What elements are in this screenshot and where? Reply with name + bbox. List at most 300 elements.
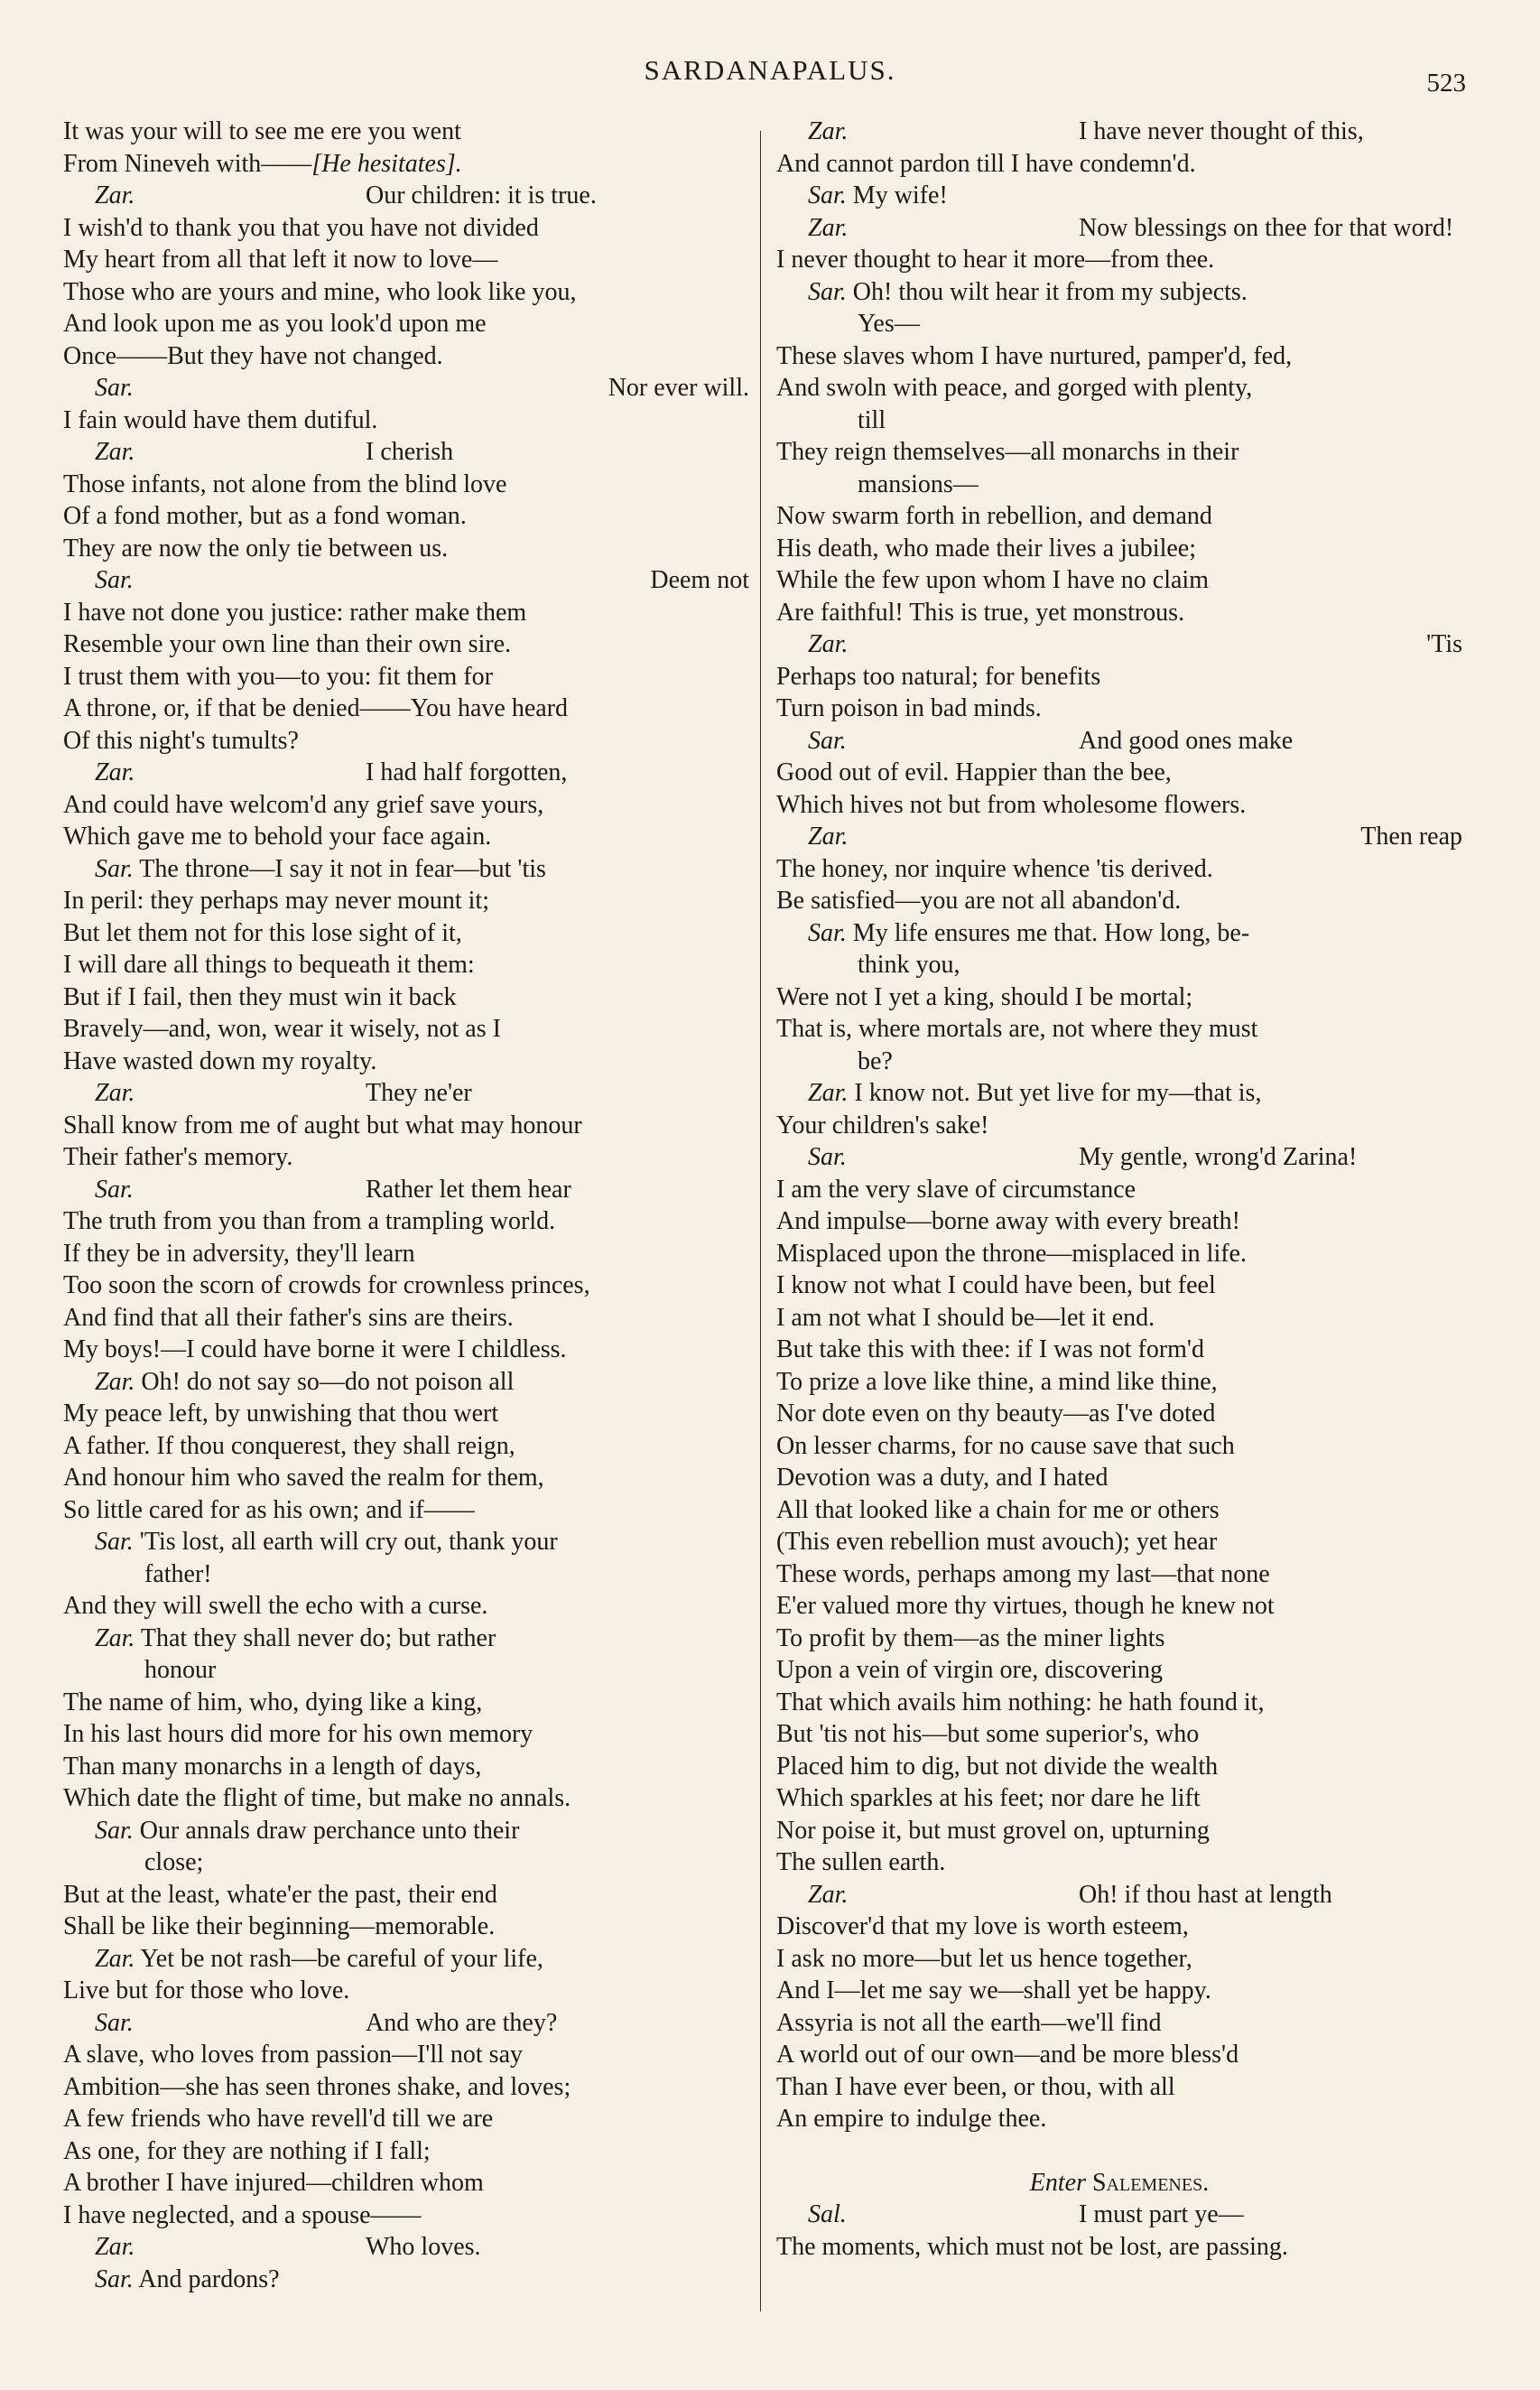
- verse-text: But at the least, whate'er the past, their end: [63, 1880, 497, 1909]
- verse-line: [63, 469, 749, 501]
- verse-line: [63, 276, 749, 309]
- verse-text: My heart from all that left it now to love—: [63, 246, 498, 274]
- verse-line: [776, 1334, 1462, 1366]
- verse-line: [776, 1174, 1462, 1206]
- verse-text: I trust them with you—to you: fit them for: [63, 662, 493, 691]
- verse-line: [63, 1590, 749, 1623]
- verse-text: Deem not: [650, 566, 749, 594]
- speech-line: [63, 1366, 749, 1399]
- verse-line: [776, 2103, 1462, 2135]
- speaker-name: Zar.: [808, 630, 849, 658]
- verse-line: [776, 500, 1462, 533]
- verse-line: [776, 1558, 1462, 1591]
- verse-text: But let them not for this lose sight of it,: [63, 918, 462, 947]
- verse-text: They are now the only tie between us.: [63, 534, 449, 563]
- verse-line: [776, 1590, 1462, 1623]
- speaker-name: Zar.: [95, 1623, 135, 1652]
- verse-text: All that looked like a chain for me or others: [776, 1495, 1220, 1524]
- speech-line: [63, 1077, 749, 1110]
- verse-line: [776, 597, 1462, 629]
- verse-text: Our annals draw perchance unto their: [139, 1816, 520, 1845]
- verse-line: [63, 1046, 749, 1078]
- verse-continuation: [63, 1558, 749, 1591]
- verse-line: [63, 2167, 749, 2199]
- verse-line: [63, 2135, 749, 2168]
- verse-line: [776, 1302, 1462, 1334]
- verse-text: A slave, who loves from passion—I'll not say: [63, 2041, 523, 2069]
- verse-text: I had half forgotten,: [366, 758, 568, 786]
- verse-line: [63, 661, 749, 693]
- verse-text: Than many monarchs in a length of days,: [63, 1752, 482, 1781]
- verse-text: Nor dote even on thy beauty—as I've doted: [776, 1400, 1216, 1427]
- verse-line: [63, 212, 749, 245]
- speech-line: [63, 564, 749, 597]
- verse-line: [63, 1141, 749, 1174]
- verse-text: And cannot pardon till I have condemn'd.: [776, 149, 1196, 178]
- verse-text: As one, for they are nothing if I fall;: [63, 2136, 431, 2165]
- verse-text: Be satisfied—you are not all abandon'd.: [776, 887, 1182, 915]
- verse-text: Our children: it is true.: [366, 181, 597, 209]
- speaker-name: Sar.: [95, 374, 134, 402]
- verse-line: [63, 917, 749, 950]
- verse-text: Who loves.: [366, 2233, 481, 2261]
- speaker-name: Sar.: [95, 1816, 134, 1845]
- verse-text: I know not what I could have been, but feel: [776, 1271, 1216, 1299]
- verse-text: till: [858, 405, 886, 434]
- speech-line: [776, 628, 1462, 661]
- verse-text: Which sparkles at his feet; nor dare he lift: [776, 1784, 1201, 1812]
- verse-text: And pardons?: [138, 2264, 280, 2293]
- verse-text: A throne, or, if that be denied——You have heard: [63, 694, 569, 722]
- verse-text: I never thought to hear it more—from thee.: [776, 246, 1215, 274]
- verse-continuation: [63, 1654, 749, 1687]
- verse-text: My wife!: [852, 181, 948, 209]
- verse-text: Which hives not but from wholesome flowers.: [776, 790, 1247, 819]
- verse-text: Shall know from me of aught but what may honour: [63, 1111, 582, 1139]
- verse-line: [776, 1462, 1462, 1494]
- verse-text: Live but for those who love.: [63, 1976, 350, 2004]
- verse-line: [63, 1398, 749, 1430]
- verse-text: And impulse—borne away with every breath!: [776, 1207, 1240, 1235]
- verse-text: To prize a love like thine, a mind like thine,: [776, 1367, 1218, 1396]
- speech-line: [63, 180, 749, 212]
- speaker-name: Sar.: [95, 1175, 134, 1204]
- verse-line: [63, 1110, 749, 1142]
- verse-text: My boys!—I could have borne it were I childless.: [63, 1335, 567, 1363]
- verse-line: [776, 2231, 1462, 2264]
- verse-line: [776, 1366, 1462, 1399]
- verse-text: I am the very slave of circumstance: [776, 1175, 1136, 1204]
- verse-text: The name of him, who, dying like a king,: [63, 1688, 483, 1716]
- verse-text: Once——But they have not changed.: [63, 341, 443, 370]
- verse-line: [776, 1430, 1462, 1463]
- speaker-name: Zar.: [95, 1079, 135, 1107]
- verse-text: His death, who made their lives a jubilee;: [776, 534, 1196, 563]
- verse-line: [63, 308, 749, 340]
- verse-line: [776, 1751, 1462, 1783]
- column-divider: [760, 131, 761, 2311]
- verse-continuation: [776, 949, 1462, 981]
- speech-line: [776, 2199, 1462, 2231]
- verse-text: Than I have ever been, or thou, with all: [776, 2072, 1175, 2101]
- verse-line: [776, 1815, 1462, 1847]
- verse-text: While the few upon whom I have no claim: [776, 566, 1209, 594]
- speaker-name: Zar.: [808, 1079, 849, 1107]
- verse-line: [63, 1462, 749, 1494]
- verse-text: And I—let me say we—shall yet be happy.: [776, 1976, 1211, 2004]
- verse-line: [63, 500, 749, 533]
- verse-text: I have never thought of this,: [1079, 117, 1364, 145]
- page-header: [0, 43, 1540, 98]
- verse-text: Are faithful! This is true, yet monstrous.: [776, 598, 1185, 627]
- verse-text: My gentle, wrong'd Zarina!: [1079, 1143, 1358, 1171]
- verse-text: 'Tis: [1426, 630, 1462, 658]
- verse-text: Yet be not rash—be careful of your life,: [140, 1944, 543, 1973]
- verse-continuation: [776, 1046, 1462, 1078]
- verse-text: The truth from you than from a trampling world.: [63, 1207, 556, 1235]
- speaker-name: Zar.: [95, 181, 135, 209]
- verse-text: Now blessings on thee for that word!: [1079, 213, 1454, 242]
- speech-line: [63, 2231, 749, 2264]
- verse-line: [776, 372, 1462, 405]
- speaker-name: Sal.: [808, 2200, 847, 2228]
- verse-text: Yes—: [858, 310, 920, 338]
- verse-line: [63, 789, 749, 822]
- verse-text: Now swarm forth in rebellion, and demand: [776, 502, 1212, 530]
- verse-text: So little cared for as his own; and if——: [63, 1495, 475, 1524]
- speech-line: [63, 436, 749, 469]
- verse-text: It was your will to see me ere you went: [63, 117, 461, 145]
- speech-line: [63, 757, 749, 789]
- verse-text: If they be in adversity, they'll learn: [63, 1239, 415, 1268]
- verse-line: [776, 853, 1462, 886]
- verse-text: I have neglected, and a spouse——: [63, 2200, 422, 2229]
- verse-line: [63, 1302, 749, 1334]
- verse-text: Which gave me to behold your face again.: [63, 823, 492, 851]
- verse-text: Upon a vein of virgin ore, discovering: [776, 1656, 1163, 1684]
- verse-line: [776, 533, 1462, 565]
- speaker-name: Sar.: [808, 277, 847, 306]
- speech-line: [776, 276, 1462, 309]
- verse-text: honour: [144, 1656, 217, 1684]
- verse-text: father!: [144, 1559, 212, 1588]
- verse-text: The sullen earth.: [776, 1848, 946, 1876]
- verse-line: [776, 693, 1462, 725]
- verse-text: Good out of evil. Happier than the bee,: [776, 758, 1172, 786]
- verse-text: I must part ye—: [1079, 2200, 1244, 2228]
- verse-line: [63, 1494, 749, 1527]
- verse-text: Devotion was a duty, and I hated: [776, 1464, 1109, 1492]
- verse-text: Assyria is not all the earth—we'll find: [776, 2008, 1162, 2037]
- verse-text: Placed him to dig, but not divide the wealth: [776, 1752, 1219, 1781]
- speaker-name: Zar.: [95, 2233, 135, 2261]
- verse-text: These words, perhaps among my last—that none: [776, 1559, 1270, 1588]
- verse-text: Discover'd that my love is worth esteem,: [776, 1912, 1189, 1940]
- verse-text: Too soon the scorn of crowds for crownless princes,: [63, 1271, 590, 1299]
- page-number: 523: [1426, 69, 1466, 98]
- verse-line: [63, 1205, 749, 1238]
- verse-line: [776, 2039, 1462, 2071]
- verse-line: [776, 2071, 1462, 2104]
- verse-line: [63, 1430, 749, 1463]
- verse-line: [776, 981, 1462, 1014]
- verse-text: I ask no more—but let us hence together,: [776, 1944, 1192, 1973]
- verse-line: [63, 1238, 749, 1270]
- speech-line: [776, 116, 1462, 148]
- verse-text: In peril: they perhaps may never mount it;: [63, 887, 489, 915]
- verse-text: That they shall never do; but rather: [140, 1623, 496, 1652]
- verse-line: [776, 1975, 1462, 2007]
- character-name: Salemenes.: [1091, 2168, 1210, 2197]
- verse-line: [63, 1334, 749, 1366]
- verse-line: [63, 981, 749, 1014]
- verse-text: Have wasted down my royalty.: [63, 1046, 377, 1075]
- verse-text: Their father's memory.: [63, 1143, 293, 1171]
- speech-line: [776, 725, 1462, 758]
- speaker-name: Sar.: [95, 566, 134, 594]
- verse-line: [63, 949, 749, 981]
- verse-line: [63, 405, 749, 437]
- verse-line: [776, 1846, 1462, 1879]
- verse-continuation: [776, 469, 1462, 501]
- verse-line: [776, 1398, 1462, 1430]
- verse-text: And find that all their father's sins are theirs.: [63, 1303, 514, 1332]
- verse-line: [63, 2103, 749, 2135]
- verse-line: [63, 1911, 749, 1943]
- verse-text: I cherish: [366, 438, 454, 466]
- speaker-name: Zar.: [95, 758, 135, 786]
- verse-text: They reign themselves—all monarchs in their: [776, 438, 1239, 466]
- speech-line: [63, 1943, 749, 1976]
- verse-line: [63, 1718, 749, 1751]
- speech-line: [776, 1879, 1462, 1911]
- verse-line: [776, 885, 1462, 917]
- verse-text: To profit by them—as the miner lights: [776, 1623, 1165, 1652]
- blank-line: [776, 2135, 1462, 2167]
- verse-line: [63, 628, 749, 661]
- verse-text: Ambition—she has seen thrones shake, and loves;: [63, 2072, 571, 2101]
- right-column: [776, 116, 1462, 2263]
- verse-text: Resemble your own line than their own sire.: [63, 630, 512, 658]
- verse-line: [63, 693, 749, 725]
- verse-line: [776, 1205, 1462, 1238]
- verse-text: A brother I have injured—children whom: [63, 2169, 484, 2197]
- speaker-name: Zar.: [808, 117, 849, 145]
- verse-text: The moments, which must not be lost, are passing.: [776, 2232, 1288, 2261]
- verse-line: [63, 725, 749, 758]
- speech-line: [63, 853, 749, 886]
- verse-line: [776, 1238, 1462, 1270]
- verse-line: [63, 340, 749, 373]
- speech-line: [63, 1623, 749, 1655]
- speaker-name: Sar.: [808, 181, 847, 209]
- verse-text: From Nineveh with——: [63, 149, 312, 178]
- verse-line: [63, 533, 749, 565]
- speaker-name: Zar.: [95, 1944, 135, 1973]
- speaker-name: Zar.: [808, 823, 849, 851]
- left-column: [63, 116, 749, 2295]
- verse-continuation: [63, 1846, 749, 1879]
- speaker-name: Zar.: [808, 213, 849, 242]
- verse-line: [776, 1526, 1462, 1558]
- verse-text: Oh! thou wilt hear it from my subjects.: [852, 277, 1248, 306]
- verse-text: Bravely—and, won, wear it wisely, not as I: [63, 1015, 501, 1043]
- verse-text: Oh! if thou hast at length: [1079, 1880, 1332, 1909]
- verse-text: The honey, nor inquire whence 'tis derived.: [776, 854, 1213, 883]
- verse-line: [63, 1751, 749, 1783]
- verse-text: mansions—: [858, 470, 979, 498]
- stage-direction-line: [776, 2167, 1462, 2199]
- verse-text: Nor poise it, but must grovel on, upturning: [776, 1816, 1210, 1845]
- verse-text: think you,: [858, 951, 960, 979]
- speaker-name: Sar.: [808, 1143, 847, 1171]
- speech-line: [63, 372, 749, 405]
- verse-text: And good ones make: [1079, 726, 1294, 755]
- verse-text: And they will swell the echo with a curse.: [63, 1592, 488, 1620]
- verse-text: Shall be like their beginning—memorable.: [63, 1912, 496, 1940]
- verse-text: And swoln with peace, and gorged with plenty,: [776, 374, 1253, 402]
- verse-text: They ne'er: [366, 1079, 472, 1107]
- verse-text: But take this with thee: if I was not form'd: [776, 1335, 1204, 1363]
- verse-text: But if I fail, then they must win it back: [63, 982, 457, 1011]
- verse-line: [776, 244, 1462, 276]
- verse-line: [63, 1782, 749, 1815]
- verse-line: [776, 564, 1462, 597]
- speaker-name: Sar.: [95, 2264, 134, 2293]
- speech-line: [776, 1077, 1462, 1110]
- verse-line: [776, 1110, 1462, 1142]
- verse-text: And honour him who saved the realm for them,: [63, 1464, 544, 1492]
- verse-text: Misplaced upon the throne—misplaced in life.: [776, 1239, 1247, 1268]
- verse-text: Perhaps too natural; for benefits: [776, 662, 1101, 691]
- verse-text: That is, where mortals are, not where they must: [776, 1015, 1258, 1043]
- verse-line: [776, 1911, 1462, 1943]
- verse-line: [776, 1718, 1462, 1751]
- verse-text: I know not. But yet live for my—that is,: [854, 1079, 1262, 1107]
- stage-direction: Enter: [1029, 2168, 1086, 2197]
- verse-continuation: [776, 405, 1462, 437]
- verse-text: But 'tis not his—but some superior's, who: [776, 1720, 1200, 1748]
- verse-line: [776, 1654, 1462, 1687]
- verse-line: [776, 1687, 1462, 1719]
- verse-text: Rather let them hear: [366, 1175, 571, 1204]
- verse-text: be?: [858, 1046, 893, 1075]
- speaker-name: Sar.: [95, 1528, 134, 1556]
- verse-line: [63, 148, 749, 181]
- speech-line: [63, 2007, 749, 2040]
- verse-line: [776, 661, 1462, 693]
- verse-text: My peace left, by unwishing that thou wert: [63, 1400, 499, 1427]
- verse-text: Your children's sake!: [776, 1111, 989, 1139]
- verse-line: [776, 789, 1462, 822]
- verse-text: Which date the flight of time, but make no annals.: [63, 1784, 571, 1812]
- speech-line: [63, 2264, 749, 2296]
- verse-text: Those infants, not alone from the blind love: [63, 470, 507, 498]
- speaker-name: Zar.: [95, 1367, 135, 1396]
- speaker-name: Sar.: [808, 726, 847, 755]
- verse-line: [63, 885, 749, 917]
- verse-text: A world out of our own—and be more bless'd: [776, 2041, 1239, 2069]
- verse-line: [63, 1013, 749, 1046]
- verse-text: Of this night's tumults?: [63, 726, 299, 755]
- verse-text: I wish'd to thank you that you have not divided: [63, 213, 539, 242]
- verse-text: A father. If thou conquerest, they shall reign,: [63, 1431, 515, 1460]
- verse-line: [63, 116, 749, 148]
- verse-line: [63, 244, 749, 276]
- verse-line: [776, 1494, 1462, 1527]
- verse-text: My life ensures me that. How long, be-: [852, 918, 1250, 947]
- verse-text: close;: [144, 1848, 204, 1876]
- speech-line: [776, 917, 1462, 950]
- verse-text: That which avails him nothing: he hath found it,: [776, 1688, 1265, 1716]
- verse-line: [63, 1975, 749, 2007]
- verse-text: And could have welcom'd any grief save yours,: [63, 790, 544, 819]
- verse-text: E'er valued more thy virtues, though he knew not: [776, 1592, 1275, 1620]
- verse-line: [63, 821, 749, 853]
- speaker-name: Sar.: [808, 918, 847, 947]
- speech-line: [776, 1141, 1462, 1174]
- verse-line: [776, 148, 1462, 181]
- speech-line: [63, 1174, 749, 1206]
- verse-text: I have not done you justice: rather make them: [63, 598, 527, 627]
- speech-line: [776, 212, 1462, 245]
- verse-text: And look upon me as you look'd upon me: [63, 310, 487, 338]
- verse-line: [63, 2199, 749, 2232]
- verse-line: [776, 1943, 1462, 1976]
- verse-text: 'Tis lost, all earth will cry out, thank your: [139, 1528, 558, 1556]
- verse-text: In his last hours did more for his own memory: [63, 1720, 533, 1748]
- verse-line: [776, 1782, 1462, 1815]
- verse-line: [63, 2039, 749, 2071]
- verse-line: [63, 1269, 749, 1302]
- verse-text: (This even rebellion must avouch); yet hear: [776, 1528, 1218, 1556]
- speech-line: [776, 821, 1462, 853]
- verse-text: Those who are yours and mine, who look like you,: [63, 277, 577, 306]
- verse-text: Of a fond mother, but as a fond woman.: [63, 502, 467, 530]
- verse-text: These slaves whom I have nurtured, pamper'd, fed,: [776, 341, 1293, 370]
- speaker-name: Sar.: [95, 2008, 134, 2037]
- verse-continuation: [776, 308, 1462, 340]
- speech-line: [63, 1526, 749, 1558]
- verse-text: Then reap: [1360, 823, 1462, 851]
- speech-line: [63, 1815, 749, 1847]
- verse-line: [776, 436, 1462, 469]
- verse-line: [63, 2071, 749, 2104]
- speaker-name: Zar.: [808, 1880, 849, 1909]
- verse-text: Oh! do not say so—do not poison all: [141, 1367, 515, 1396]
- verse-text: I am not what I should be—let it end.: [776, 1303, 1155, 1332]
- verse-line: [776, 1269, 1462, 1302]
- verse-text: The throne—I say it not in fear—but 'tis: [139, 854, 546, 883]
- speaker-name: Zar.: [95, 438, 135, 466]
- verse-line: [776, 2007, 1462, 2040]
- verse-text: An empire to indulge thee.: [776, 2105, 1047, 2133]
- verse-text: A few friends who have revell'd till we are: [63, 2105, 494, 2133]
- verse-line: [776, 340, 1462, 373]
- verse-text: Nor ever will.: [608, 374, 749, 402]
- verse-text: I fain would have them dutiful.: [63, 405, 378, 434]
- verse-line: [776, 1013, 1462, 1046]
- speech-line: [776, 180, 1462, 212]
- speaker-name: Sar.: [95, 854, 134, 883]
- verse-text: Turn poison in bad minds.: [776, 694, 1042, 722]
- verse-text: On lesser charms, for no cause save that such: [776, 1431, 1235, 1460]
- verse-line: [776, 757, 1462, 789]
- verse-text: I will dare all things to bequeath it them:: [63, 951, 475, 979]
- stage-direction: [He hesitates].: [311, 149, 462, 178]
- verse-text: And who are they?: [366, 2008, 558, 2037]
- verse-line: [63, 597, 749, 629]
